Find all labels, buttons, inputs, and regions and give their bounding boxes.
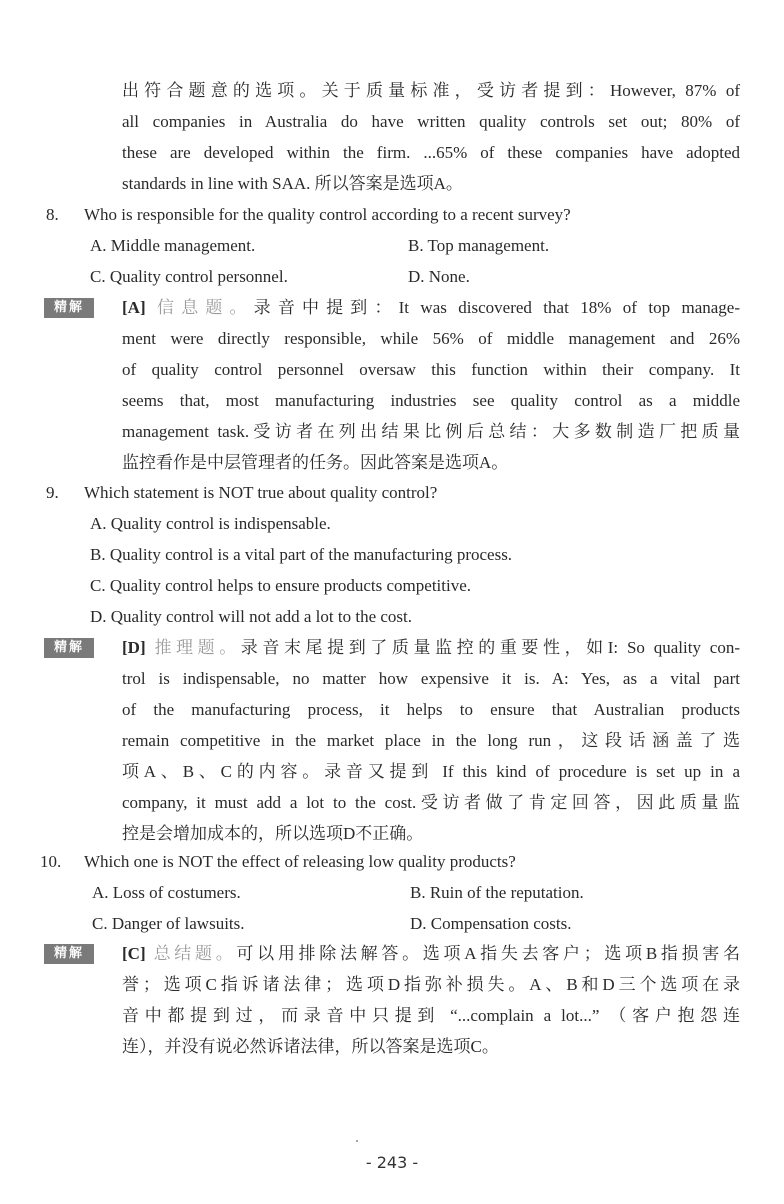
option-c: C. Danger of lawsuits. [92,914,245,933]
question-number: 9. [46,483,59,502]
question-number: 8. [46,205,59,224]
answer-key: [C] [122,944,146,963]
explanation-line: seems that, most manufacturing industries see quality control as a middle [122,391,740,410]
explanation-text: 录音末尾提到了质量监控的重要性，如I: So quality con- [240,638,741,657]
explanation-line: these are developed within the firm. ...65% of these companies have adopted [122,143,740,162]
explanation-line: 连），并没有说必然诉诸法律，所以答案是选项C。 [122,1037,499,1056]
explanation-badge: 精解 [44,638,94,658]
answer-key: [D] [122,638,146,657]
explanation-line [122,636,740,660]
explanation-text: 录音中提到：It was discovered that 18% of top manage- [253,298,741,317]
explanation-line: standards in line with SAA. 所以答案是选项A。 [122,174,463,193]
explanation-line: company, it must add a lot to the cost.受访者做了肯定回答，因此质量监 [122,793,740,812]
explanation-line: all companies in Australia do have written quality controls set out; 80% of [122,112,740,131]
question-text: Which statement is NOT true about quality control? [84,483,438,502]
option-d: D. Quality control will not add a lot to the cost. [90,607,413,626]
option-b: B. Top management. [408,236,550,255]
question-type: 推理题。 [154,638,241,657]
option-c: C. Quality control personnel. [90,267,288,286]
question-type: 信息题。 [157,298,254,317]
explanation-line [122,296,740,320]
explanation-line: 监控看作是中层管理者的任务。因此答案是选项A。 [122,453,509,472]
explanation-line: 控是会增加成本的，所以选项D不正确。 [122,824,424,843]
option-d: D. Compensation costs. [410,914,572,933]
explanation-line: remain competitive in the market place in the long run，这段话涵盖了选 [122,731,740,750]
explanation-line: 音中都提到过，而录音中只提到 “...complain a lot...” （客户抱怨连 [122,1006,740,1025]
option-d: D. None. [408,267,470,286]
explanation-line: 出符合题意的选项。关于质量标准，受访者提到：However, 87% of [122,81,740,100]
question-text: Which one is NOT the effect of releasing low quality products? [84,852,516,871]
option-c: C. Quality control helps to ensure products competitive. [90,576,472,595]
explanation-line: ment were directly responsible, while 56% of middle management and 26% [122,329,740,348]
explanation-line: trol is indispensable, no matter how expensive it is. A: Yes, as a vital part [122,669,740,688]
explanation-line: 誉；选项C指诉诸法律；选项D指弥补损失。A、B和D三个选项在录 [122,975,740,994]
explanation-line: management task.受访者在列出结果比例后总结：大多数制造厂把质量 [122,422,740,441]
explanation-line [122,942,740,966]
question-text: Who is responsible for the quality control according to a recent survey? [84,205,571,224]
explanation-line: of the manufacturing process, it helps to ensure that Australian products [122,700,740,719]
option-b: B. Quality control is a vital part of the manufacturing process. [90,545,513,564]
question-type: 总结题。 [153,944,237,963]
option-b: B. Ruin of the reputation. [410,883,584,902]
option-a: A. Middle management. [90,236,256,255]
scan-dot [356,1140,358,1142]
explanation-badge: 精解 [44,944,94,964]
page-number: - 243 - [365,1153,419,1172]
explanation-text: 可以用排除法解答。选项A指失去客户；选项B指损害名 [236,944,741,963]
option-a: A. Quality control is indispensable. [90,514,331,533]
option-a: A. Loss of costumers. [92,883,241,902]
question-number: 10. [40,852,62,871]
explanation-badge: 精解 [44,298,94,318]
explanation-line: 项A、B、C的内容。录音又提到 If this kind of procedure is set up in a [122,762,740,781]
answer-key: [A] [122,298,146,317]
explanation-line: of quality control personnel oversaw this function within their company. It [122,360,740,379]
